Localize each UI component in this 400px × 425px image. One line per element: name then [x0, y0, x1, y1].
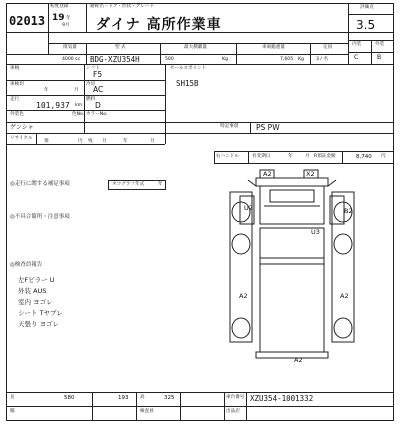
divider [86, 43, 87, 64]
score-value: 3.5 [356, 18, 376, 32]
divider [310, 43, 311, 64]
displacement-label: 排気量 [63, 45, 77, 50]
inspection-label: 車検 [10, 66, 20, 71]
year-unit: 年 [66, 16, 71, 21]
inspector-line-4: シート Tヤブレ [18, 309, 63, 317]
exterior-value: B [377, 54, 382, 61]
mileage-label: 走行 [10, 97, 20, 102]
inspector-label: ◎検査員報告 [10, 262, 43, 268]
front-bumper [256, 178, 328, 186]
inspector-line-5: 天張り ヨゴレ [18, 320, 60, 328]
selling-points-label: セールスポイント [170, 66, 207, 71]
owner-month-label: 月 [305, 154, 310, 159]
month-value [62, 24, 70, 29]
selling-points-value: SH15B [176, 79, 199, 88]
mileage-value: 101,937 [36, 101, 70, 110]
mark-a2-left: A2 [239, 292, 248, 300]
capacity-label: 定員 [323, 45, 333, 50]
divider [6, 392, 394, 393]
max-load-unit: Kg [222, 57, 228, 62]
first-reg-label: 初度登録 [50, 4, 69, 9]
divider [48, 3, 49, 54]
max-load-value: 500 [165, 57, 174, 62]
inspector-line-3: 室内 ヨゴレ [18, 298, 53, 306]
color-no-label-2: カラーNo. [86, 112, 108, 117]
vehicle-diagram [220, 168, 365, 368]
recycle-deposit-unit: 円 [381, 154, 386, 159]
divider [136, 392, 137, 421]
mileage-unit: km [75, 103, 83, 108]
mark-a2-top: A2 [263, 170, 272, 178]
inspector-line-1: 左Fピラー U [18, 276, 55, 284]
divider [6, 80, 165, 81]
inspector-line-2: 外装 AUS [18, 287, 47, 295]
recycle-deposit-value: 8,740 [356, 154, 372, 160]
divider [6, 133, 394, 134]
divider [348, 14, 394, 15]
model-name-caption: 通称名・ドア・形状・グレード [90, 4, 155, 9]
color-label: 外装色 [10, 112, 24, 117]
interior-label: 内装 [352, 42, 362, 47]
fuel-label: 燃料 [86, 97, 96, 102]
height-label: 高 [140, 395, 145, 400]
wheel [232, 318, 250, 338]
driving-notes-label: ◎走行に関する補足事項 [10, 181, 70, 187]
divider [92, 392, 93, 421]
cargo-bed [260, 228, 324, 352]
divider [250, 122, 251, 133]
exterior-label: 外装 [375, 42, 385, 47]
mark-u2-left: U2 [244, 204, 253, 212]
width-label: 幅 [10, 409, 15, 414]
remaining-unit: 月 [102, 139, 107, 144]
shift-label: シフト [86, 66, 100, 71]
divider [224, 392, 225, 421]
divider [160, 43, 161, 64]
wheel [232, 234, 250, 254]
recycle-caption: 預 [44, 139, 49, 144]
tachograph-label: タコグラフ年式 [112, 182, 145, 187]
divider [246, 392, 247, 421]
divider [165, 64, 166, 144]
wheel [334, 318, 352, 338]
recycle-unit: 円 [78, 139, 83, 144]
lot-number: 02013 [9, 14, 46, 28]
divider [236, 43, 237, 64]
recycle-label: リサイクル [10, 136, 33, 141]
gross-weight-label: 車両総重量 [262, 45, 285, 50]
origin-label: 出品店 [226, 409, 240, 414]
displacement-number: 4000 [62, 57, 74, 62]
length-value: 580 [64, 395, 75, 401]
max-load-label: 最大積載量 [184, 45, 207, 50]
capacity-value: 3 / 名 [316, 57, 329, 62]
capacity-unit: 名 [323, 57, 329, 62]
owner-year-label: 年 [288, 154, 293, 159]
width-value: 193 [118, 395, 129, 401]
mirror [248, 180, 256, 186]
capacity-number: 3 [316, 57, 319, 62]
rear-bumper [256, 352, 328, 358]
model-name: ダイナ 高所作業車 [96, 17, 222, 33]
divider [6, 64, 394, 65]
divider [180, 392, 181, 421]
tachograph-unit: 年 [158, 182, 163, 187]
divider [6, 95, 165, 96]
inspection-until-label: 車検切 [10, 82, 24, 87]
recycle-year-unit: 年 [123, 139, 128, 144]
left-body [230, 192, 252, 342]
divider [6, 54, 348, 55]
displacement-unit: cc [75, 57, 81, 62]
handle-label: 右ハンドル [216, 154, 239, 159]
year-value: 19 [52, 13, 65, 23]
mark-a2-bottom: A2 [294, 356, 303, 364]
score-label: 評価点 [360, 5, 374, 10]
recycle-month-unit: 月 [150, 139, 155, 144]
color-no-label: 色No. [72, 112, 85, 117]
divider [6, 110, 165, 111]
inspection-company-label: 検査員 [140, 409, 154, 414]
aircon-label: 冷房 [86, 82, 96, 87]
owner-change-label: 名変期日 [252, 154, 271, 159]
divider [348, 52, 394, 53]
displacement-value [62, 58, 80, 63]
inspection-month-unit: 月 [74, 88, 79, 93]
wheel [334, 234, 352, 254]
length-label: 長 [10, 395, 15, 400]
month-unit: 月 [64, 23, 70, 28]
gross-weight-value: 7,605 [280, 57, 294, 62]
mirror [328, 180, 336, 186]
divider [348, 3, 349, 64]
chassis-label: 車台番号 [226, 395, 245, 400]
gross-weight-unit: Kg [298, 57, 304, 62]
divider [6, 122, 394, 123]
special-equipment-label: 特記事項 [220, 124, 239, 129]
inspection-year-unit: 年 [44, 88, 49, 93]
divider [342, 151, 343, 164]
height-value: 325 [164, 395, 175, 401]
mark-b2-right: B2 [344, 207, 353, 215]
interior-value: C [354, 54, 359, 61]
divider [48, 43, 348, 44]
model-type-value: BDG-XZU354H [90, 55, 140, 64]
divider [6, 144, 165, 145]
special-equipment-value: PS PW [256, 123, 280, 132]
divider [36, 133, 37, 144]
fuel-value: D [95, 101, 101, 110]
windshield [270, 190, 314, 202]
month-number: 9 [62, 23, 65, 28]
mark-x2-top: X2 [306, 170, 315, 178]
mark-u3-right: U3 [311, 228, 320, 236]
defects-label: ◎不具合箇所・注意事項 [10, 214, 70, 220]
aircon-value: AC [93, 85, 104, 94]
model-type-label: 型 式 [115, 45, 126, 50]
divider [6, 406, 394, 407]
divider [248, 151, 249, 164]
chassis-value: XZU354-1001332 [250, 394, 314, 403]
divider [86, 3, 87, 32]
recycle-deposit-label: R預託金額 [314, 154, 336, 159]
mark-a2-right: A2 [340, 292, 349, 300]
shift-value: F5 [93, 70, 103, 79]
remaining-label: 残 [88, 139, 93, 144]
color-value: ゲンシャ [10, 124, 34, 131]
